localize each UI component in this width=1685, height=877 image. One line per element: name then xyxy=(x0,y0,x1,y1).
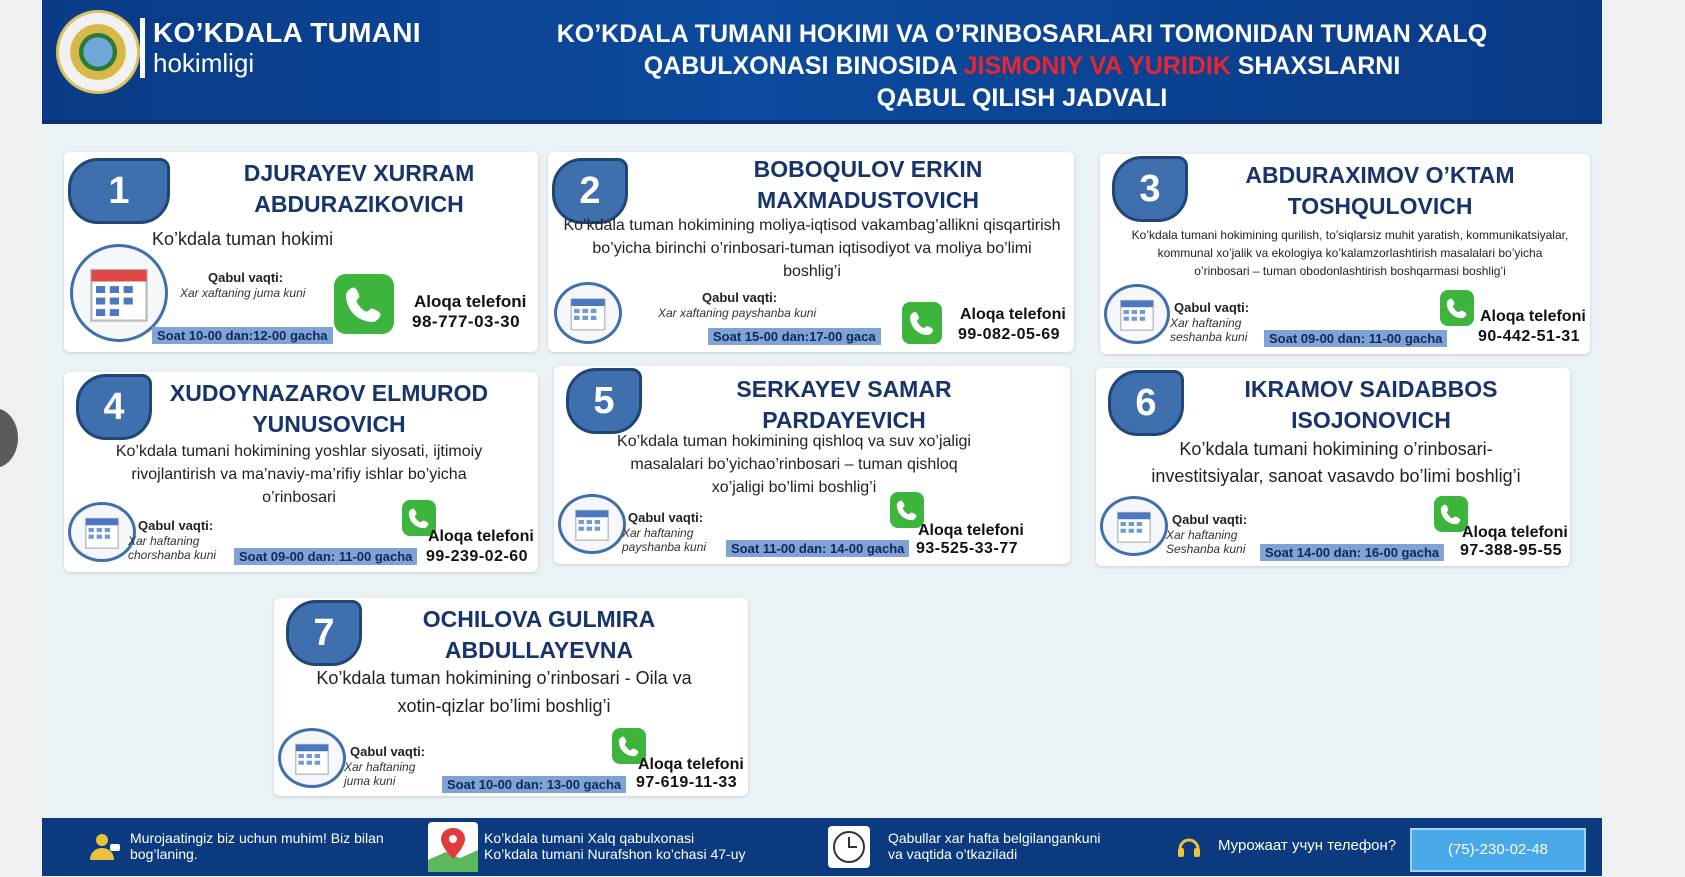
title-line-3: QABUL QILISH JADVALI xyxy=(876,84,1168,112)
headset-icon xyxy=(1176,834,1202,860)
qabul-day: Xar xaftaning payshanba kuni xyxy=(658,306,817,320)
org-name: KO’KDALA TUMANI xyxy=(153,17,421,48)
qabul-label: Qabul vaqti: xyxy=(350,744,426,759)
qabul-label: Qabul vaqti: xyxy=(138,518,214,533)
card-number: 5 xyxy=(566,368,642,434)
official-role: Ko’kdala tuman hokimi xyxy=(152,229,334,249)
hotline-label: Мурожаат учун телефон? xyxy=(1218,837,1397,854)
official-card-6 xyxy=(1096,368,1570,566)
phone-number[interactable]: 93-525-33-77 xyxy=(916,540,1019,557)
calendar-icon xyxy=(68,502,136,562)
phone-number[interactable]: 97-388-95-55 xyxy=(1460,542,1563,559)
official-card-3 xyxy=(1100,154,1590,354)
title-line-2 xyxy=(522,50,1522,82)
phone-label: Aloqa telefoni xyxy=(960,306,1066,323)
qabul-hours: Soat 10-00 dan: 13-00 gacha xyxy=(442,776,626,793)
schedule-line-1: Qabullar xar hafta belgilangankuni xyxy=(888,830,1101,846)
card-number: 3 xyxy=(1112,156,1188,222)
official-role: Ko’kdala tuman hokimining o’rinbosari - Oila va xotin-qizlar bo’limi boshlig’i xyxy=(316,668,692,716)
phone-number[interactable]: 98-777-03-30 xyxy=(412,312,521,331)
phone-label: Aloqa telefoni xyxy=(918,522,1024,539)
title-highlight: JISMONIY VA YURIDIK xyxy=(963,52,1231,80)
card-number: 7 xyxy=(286,600,362,666)
official-card-2 xyxy=(548,152,1074,352)
qabul-hours: Soat 09-00 dan: 11-00 gacha xyxy=(1264,330,1447,347)
card-number: 1 xyxy=(68,158,170,224)
official-name: XUDOYNAZAROV ELMUROD YUNUSOVICH xyxy=(169,380,489,437)
qabul-label: Qabul vaqti: xyxy=(1172,512,1248,527)
official-role: Ko’kdala tuman hokimining qishloq va suv xo’jaligi masalalari bo’yichao’rinbosari – tuman qishloq xo’jaligi bo’limi boshlig’i xyxy=(617,433,971,496)
official-role: Ko’kdala tumani hokimining yoshlar siyosati, ijtimoiy rivojlantirish va ma’naviy-ma’rifiy ishlar bo’yicha o’rinbosari xyxy=(115,443,483,506)
qabul-hours: Soat 10-00 dan:12-00 gacha xyxy=(152,327,333,344)
official-name: ABDURAXIMOV O’KTAM TOSHQULOVICH xyxy=(1245,162,1515,219)
card-number: 2 xyxy=(552,158,628,224)
qabul-hours: Soat 15-00 dan:17-00 gaca xyxy=(708,328,881,345)
official-name: IKRAMOV SAIDABBOS ISOJONOVICH xyxy=(1244,376,1498,433)
person-icon xyxy=(88,830,122,864)
hotline-number-button[interactable]: (75)-230-02-48 xyxy=(1410,828,1586,872)
official-card-7 xyxy=(274,598,748,796)
qabul-day: Xar haftaning Seshanba kuni xyxy=(1166,528,1246,556)
qabul-label: Qabul vaqti: xyxy=(208,270,284,285)
calendar-icon xyxy=(1100,496,1168,556)
page-title xyxy=(522,18,1522,114)
title-line-1: KO’KDALA TUMANI HOKIMI VA O’RINBOSARLARI TOMONIDAN TUMAN XALQ xyxy=(556,20,1488,48)
official-name: OCHILOVA GULMIRA ABDULLAYEVNA xyxy=(422,606,656,663)
footer-bar xyxy=(42,818,1602,876)
phone-icon[interactable] xyxy=(1440,290,1474,326)
card-number: 6 xyxy=(1108,370,1184,436)
qabul-label: Qabul vaqti: xyxy=(628,510,704,525)
header-banner xyxy=(42,0,1602,124)
calendar-icon xyxy=(554,282,622,344)
phone-icon[interactable] xyxy=(902,302,942,344)
phone-number[interactable]: 99-239-02-60 xyxy=(426,548,529,565)
org-block xyxy=(140,18,421,78)
phone-number[interactable]: 90-442-51-31 xyxy=(1478,328,1581,345)
official-card-5 xyxy=(554,366,1070,564)
qabul-day: Xar haftaning juma kuni xyxy=(344,760,416,788)
footer-schedule xyxy=(888,830,1100,862)
official-name: SERKAYEV SAMAR PARDAYEVICH xyxy=(736,376,952,433)
official-role: Ko’kdala tumani hokimining qurilish, to’siqlarsiz muhit yaratish, kommunikatsiyalar, kommunal xo’jalik va ekologiya ko’kalamzorlashtirish masalalari bo’yicha o’rinbosari – tuman obodonlashtirish boshqarmasi boshlig’i xyxy=(1131,228,1569,278)
footer-address xyxy=(484,830,745,862)
phone-label: Aloqa telefoni xyxy=(414,292,527,311)
emblem-icon xyxy=(56,10,140,94)
official-role: Ko’kdala tumani hokimining o’rinbosari- investitsiyalar, sanoat vasavdo bo’limi boshlig’i xyxy=(1151,439,1521,486)
qabul-hours: Soat 11-00 dan: 14-00 gacha xyxy=(726,540,909,557)
phone-label: Aloqa telefoni xyxy=(428,528,534,545)
official-card-1 xyxy=(64,152,538,352)
calendar-icon xyxy=(558,494,626,554)
official-card-4 xyxy=(64,372,538,572)
qabul-day: Xar haftaning payshanba kuni xyxy=(622,526,707,554)
calendar-icon xyxy=(278,728,346,788)
calendar-icon xyxy=(1104,284,1170,344)
qabul-day: Xar haftaning seshanba kuni xyxy=(1170,316,1248,344)
address-line-1: Ko’kdala tumani Xalq qabulxonasi xyxy=(484,830,695,846)
phone-number[interactable]: 99-082-05-69 xyxy=(958,326,1061,343)
side-scroll-handle[interactable] xyxy=(0,408,18,468)
phone-label: Aloqa telefoni xyxy=(638,756,744,773)
official-role: Ko’kdala tuman hokimining moliya-iqtisod vakambag’allikni qisqartirish bo’yicha birinchi o’rinbosari-tuman iqtisodiyot va moliya bo’limi boshlig’i xyxy=(563,217,1061,280)
qabul-label: Qabul vaqti: xyxy=(1174,300,1250,315)
qabul-day: Xar xaftaning juma kuni xyxy=(180,286,306,300)
map-pin-icon xyxy=(428,822,478,872)
title-line-2-a: QABULXONASI BINOSIDA xyxy=(643,52,964,80)
qabul-hours: Soat 14-00 dan: 16-00 gacha xyxy=(1260,544,1444,561)
phone-label: Aloqa telefoni xyxy=(1480,308,1586,325)
address-line-2: Ko’kdala tumani Nurafshon ko’chasi 47-uy xyxy=(484,846,746,862)
clock-icon xyxy=(828,826,870,868)
footer-message: Murojaatingiz biz uchun muhim! Biz bilan bog’laning. xyxy=(130,830,384,862)
phone-number[interactable]: 97-619-11-33 xyxy=(636,774,738,791)
org-subtitle: hokimligi xyxy=(153,48,255,78)
official-name: BOBOQULOV ERKIN MAXMADUSTOVICH xyxy=(753,156,983,213)
phone-label: Aloqa telefoni xyxy=(1462,524,1568,541)
qabul-hours: Soat 09-00 dan: 11-00 gacha xyxy=(234,548,417,565)
qabul-day: Xar haftaning chorshanba kuni xyxy=(128,534,217,562)
qabul-label: Qabul vaqti: xyxy=(702,290,778,305)
phone-icon[interactable] xyxy=(334,274,394,334)
card-number: 4 xyxy=(76,374,152,440)
schedule-line-2: va vaqtida o’tkaziladi xyxy=(888,846,1018,862)
official-name: DJURAYEV XURRAM ABDURAZIKOVICH xyxy=(243,160,475,217)
title-line-2-b: SHAXSLARNI xyxy=(1230,52,1401,80)
